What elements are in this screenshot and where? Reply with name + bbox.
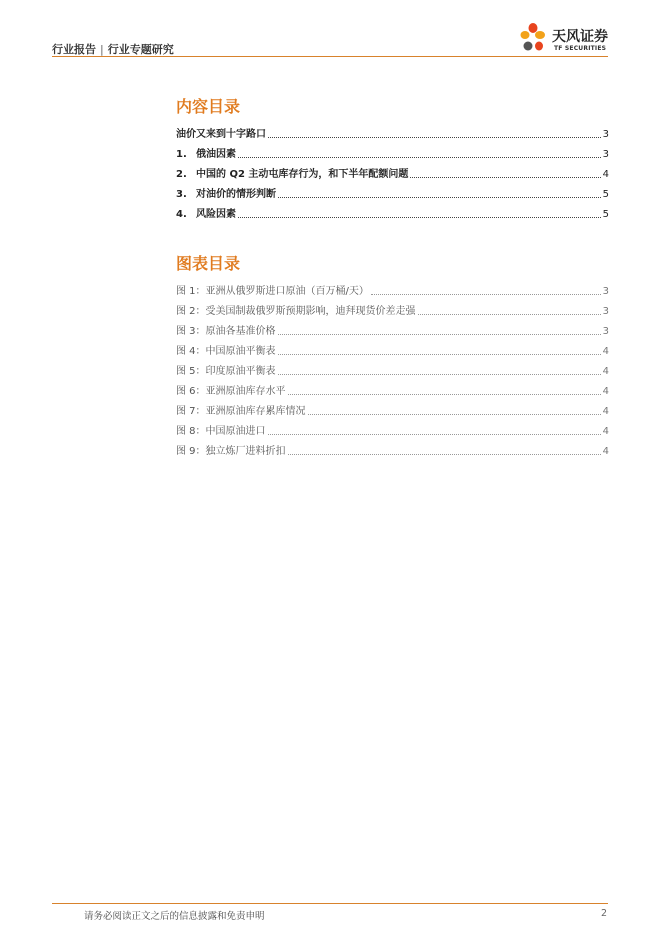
toc-entry[interactable] [176,181,609,201]
figure-entry[interactable] [176,398,609,418]
figure-entry-label[interactable]: 图 3：原油各基准价格 [176,326,276,337]
report-header [52,41,174,57]
toc-entry[interactable] [176,141,609,161]
figure-leader-dots [418,314,601,315]
toc-entry-number: 3. [176,189,187,200]
figure-leader-dots [371,294,601,295]
figure-entry[interactable] [176,438,609,458]
figure-entry[interactable] [176,318,609,338]
toc-title: 内容目录 [176,97,241,116]
toc-leader-dots [268,137,601,138]
figure-entry-page: 4 [602,426,609,437]
figure-entry-label[interactable]: 图 8：中国原油进口 [176,426,266,437]
footer-divider [52,903,608,904]
toc-leader-dots [238,157,601,158]
report-category: 行业报告 [52,43,96,56]
figure-entry-label[interactable]: 图 4：中国原油平衡表 [176,346,276,357]
figure-entry-label[interactable]: 图 5：印度原油平衡表 [176,366,276,377]
toc-leader-dots [238,217,601,218]
toc-entry-page: 3 [602,129,609,140]
figure-entry-page: 4 [602,346,609,357]
figure-leader-dots [288,394,601,395]
logo-chinese-text: 天风证券 [552,29,608,45]
figures-title: 图表目录 [176,254,241,273]
toc-entry-page: 4 [602,169,609,180]
figure-entry-label[interactable]: 图 2：受美国制裁俄罗斯预期影响，迪拜现货价差走强 [176,306,416,317]
figure-entry-page: 3 [602,326,609,337]
figure-entry-page: 4 [602,366,609,377]
figure-entry[interactable] [176,298,609,318]
toc-entry[interactable] [176,121,609,141]
toc-entry-page: 3 [602,149,609,160]
figure-entry-label[interactable]: 图 1：亚洲从俄罗斯进口原油（百万桶/天） [176,286,369,297]
toc-entry-label[interactable]: 油价又来到十字路口 [176,129,266,140]
logo-english-text: TF SECURITIES [554,45,607,52]
header-divider [52,56,608,57]
figure-leader-dots [278,354,601,355]
figure-entry-page: 4 [602,406,609,417]
toc-entry-label[interactable]: 俄油因素 [196,149,236,160]
figure-entry-label[interactable]: 图 6：亚洲原油库存水平 [176,386,286,397]
figures-list [176,278,609,458]
figure-entry[interactable] [176,378,609,398]
company-logo [518,22,612,56]
toc-entry-number: 1. [176,149,187,160]
toc-entry[interactable] [176,161,609,181]
toc-entry[interactable] [176,201,609,221]
toc-entry-label[interactable]: 对油价的情形判断 [196,189,276,200]
logo-mark-icon [518,22,548,54]
figure-entry-page: 3 [602,306,609,317]
figure-entry-label[interactable]: 图 7：亚洲原油库存累库情况 [176,406,306,417]
figure-entry-page: 4 [602,386,609,397]
figure-entry[interactable] [176,338,609,358]
toc-entry-label[interactable]: 风险因素 [196,209,236,220]
figure-entry[interactable] [176,278,609,298]
toc-entry-number: 2. [176,169,187,180]
figure-entry[interactable] [176,418,609,438]
toc-entry-page: 5 [602,189,609,200]
header-separator: | [100,42,104,56]
figure-leader-dots [268,434,601,435]
figure-entry-page: 4 [602,446,609,457]
toc-leader-dots [278,197,601,198]
report-subcategory: 行业专题研究 [107,43,174,56]
figure-entry-label[interactable]: 图 9：独立炼厂进料折扣 [176,446,286,457]
figure-leader-dots [278,334,601,335]
figure-leader-dots [308,414,601,415]
page-number: 2 [600,908,607,919]
toc-leader-dots [410,177,600,178]
toc-entry-label[interactable]: 中国的 Q2 主动屯库存行为，和下半年配额问题 [196,169,409,180]
figure-leader-dots [288,454,601,455]
toc-list [176,121,609,221]
toc-entry-page: 5 [602,209,609,220]
figure-leader-dots [278,374,601,375]
toc-entry-number: 4. [176,209,187,220]
figure-entry[interactable] [176,358,609,378]
footer-disclaimer: 请务必阅读正文之后的信息披露和免责申明 [84,911,265,922]
figure-entry-page: 3 [602,286,609,297]
